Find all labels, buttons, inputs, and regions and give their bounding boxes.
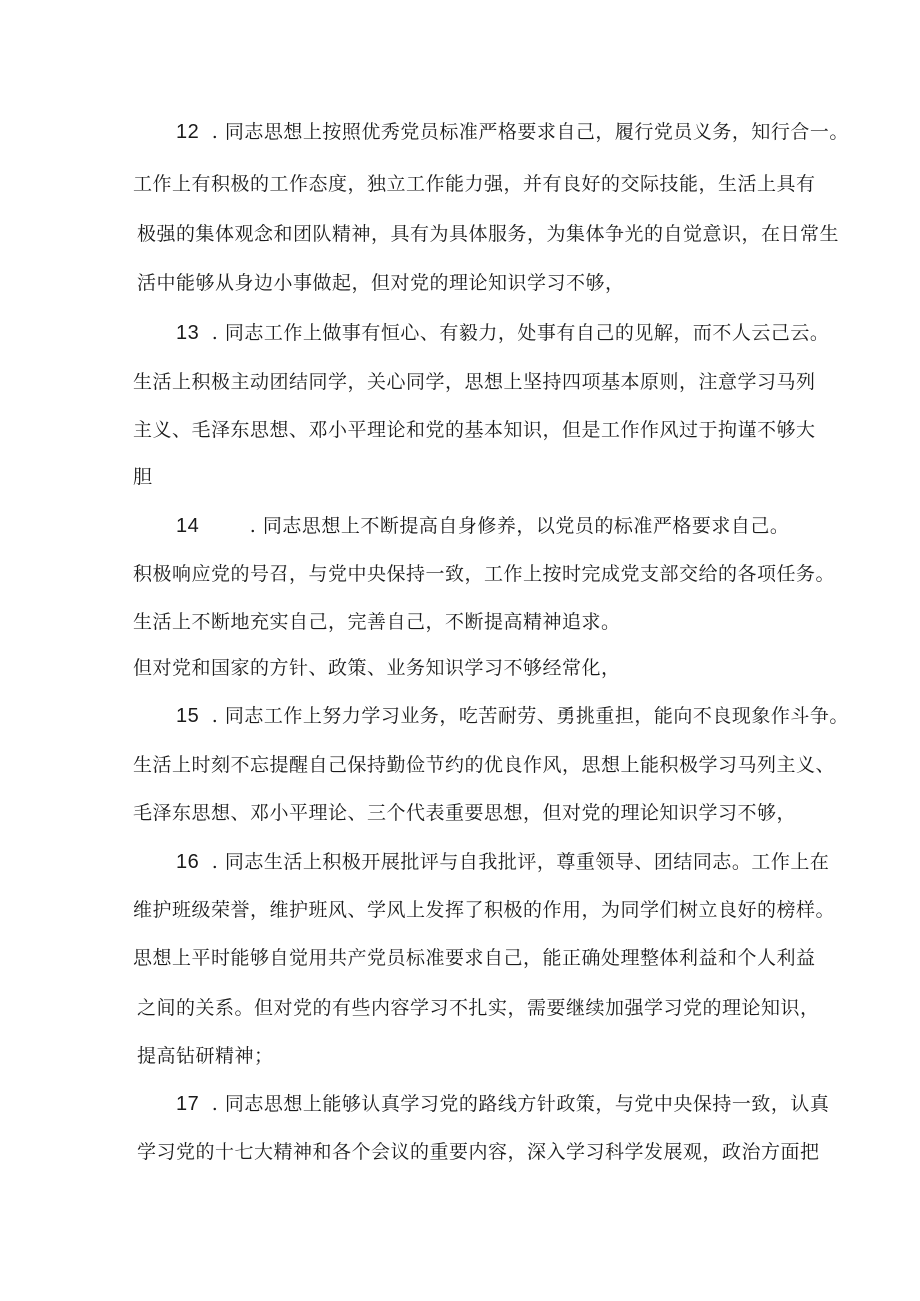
paragraph-12-line-1: 12 . 同志思想上按照优秀党员标准严格要求自己，履行党员义务，知行合一。 — [176, 121, 849, 143]
paragraph-14-line-2: 积极响应党的号召，与党中央保持一致，工作上按时完成党支部交给的各项任务。 — [133, 563, 836, 585]
paragraph-number: 16 — [176, 851, 200, 873]
paragraph-15-line-2: 生活上时刻不忘提醒自己保持勤俭节约的优良作风，思想上能积极学习马列主义、 — [133, 754, 836, 776]
paragraph-13-line-1: 13 . 同志工作上做事有恒心、有毅力，处事有自己的见解，而不人云己云。 — [176, 322, 830, 344]
paragraph-number: 13 — [176, 322, 200, 344]
paragraph-12-line-4: 活中能够从身边小事做起，但对党的理论知识学习不够， — [137, 272, 625, 294]
paragraph-14-line-1: 14 . 同志思想上不断提高自身修养，以党员的标准严格要求自己。 — [176, 515, 790, 537]
paragraph-13-line-3: 主义、毛泽东思想、邓小平理论和党的基本知识，但是工作作风过于拘谨不够大 — [133, 419, 816, 441]
paragraph-16-line-3: 思想上平时能够自觉用共产党员标准要求自己，能正确处理整体利益和个人利益 — [133, 947, 816, 969]
paragraph-17-line-1: 17 . 同志思想上能够认真学习党的路线方针政策，与党中央保持一致，认真 — [176, 1093, 830, 1115]
paragraph-13-line-4: 胆 — [133, 466, 153, 488]
paragraph-number: 12 — [176, 121, 200, 143]
paragraph-16-line-5: 提高钻研精神； — [137, 1045, 274, 1067]
paragraph-number: 17 — [176, 1093, 200, 1115]
paragraph-16-line-1: 16 . 同志生活上积极开展批评与自我批评，尊重领导、团结同志。工作上在 — [176, 851, 830, 873]
paragraph-13-line-2: 生活上积极主动团结同学，关心同学，思想上坚持四项基本原则，注意学习马列 — [133, 371, 816, 393]
paragraph-15-line-3: 毛泽东思想、邓小平理论、三个代表重要思想，但对党的理论知识学习不够， — [133, 802, 797, 824]
paragraph-15-line-1: 15 . 同志工作上努力学习业务，吃苦耐劳、勇挑重担，能向不良现象作斗争。 — [176, 705, 849, 727]
paragraph-14-line-3: 生活上不断地充实自己，完善自己，不断提高精神追求。 — [133, 611, 621, 633]
paragraph-17-line-2: 学习党的十七大精神和各个会议的重要内容，深入学习科学发展观，政治方面把 — [137, 1141, 820, 1163]
paragraph-number: 15 — [176, 705, 200, 727]
paragraph-12-line-2: 工作上有积极的工作态度，独立工作能力强，并有良好的交际技能，生活上具有 — [133, 173, 816, 195]
paragraph-number: 14 — [176, 515, 200, 537]
paragraph-12-line-3: 极强的集体观念和团队精神，具有为具体服务，为集体争光的自觉意识，在日常生 — [137, 223, 840, 245]
paragraph-14-line-4: 但对党和国家的方针、政策、业务知识学习不够经常化， — [133, 657, 621, 679]
paragraph-16-line-4: 之间的关系。但对党的有些内容学习不扎实，需要继续加强学习党的理论知识， — [137, 997, 820, 1019]
paragraph-16-line-2: 维护班级荣誉，维护班风、学风上发挥了积极的作用，为同学们树立良好的榜样。 — [133, 899, 836, 921]
